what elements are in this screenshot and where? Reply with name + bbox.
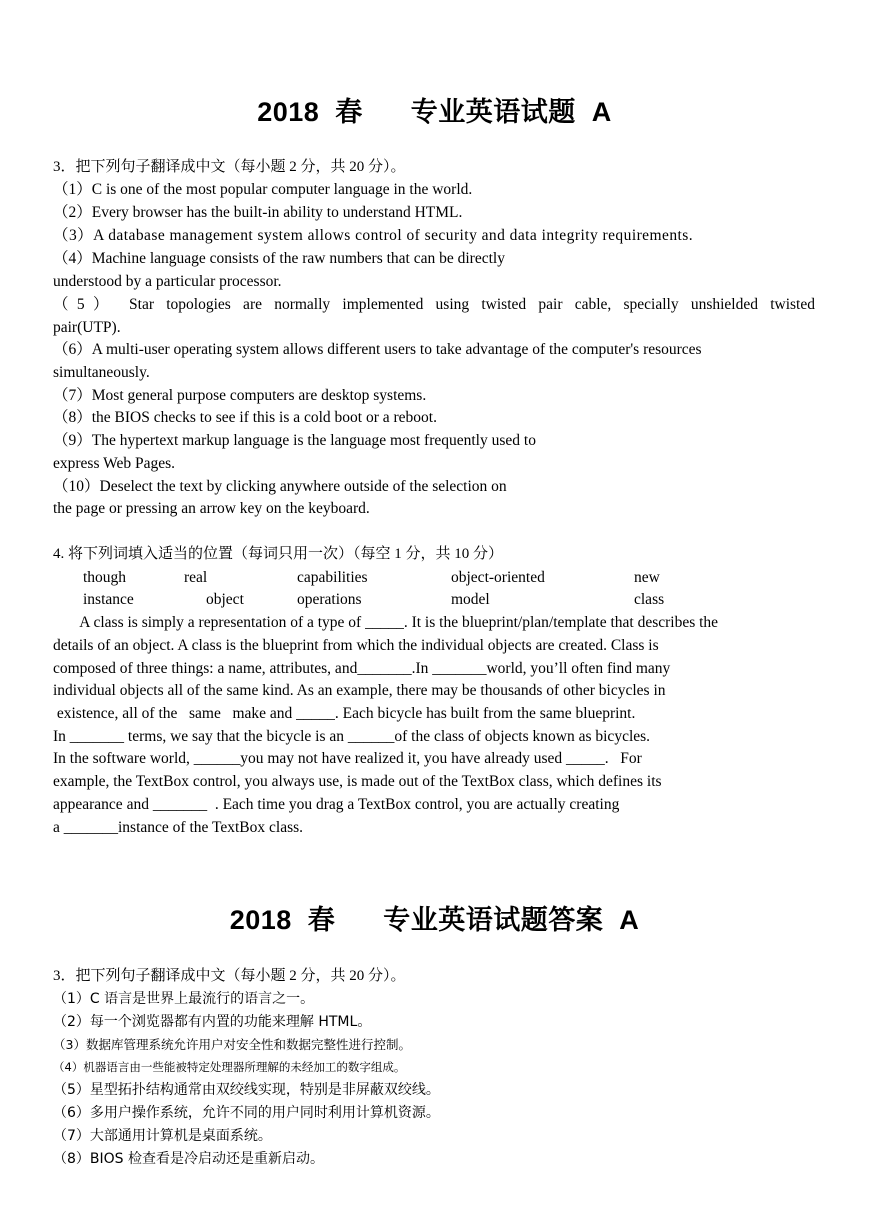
word-bank-item: though bbox=[83, 569, 127, 586]
q3-sentence-10: （10）Deselect the text by clicking anywhere outside of the selection on bbox=[53, 478, 507, 495]
q4-passage-line-5: existence, all of the same make and _____. Each bicycle has built from the same blueprint. bbox=[53, 705, 636, 722]
word-bank-item: operations bbox=[297, 591, 362, 608]
q4-passage-line-6: In _______ terms, we say that the bicycle is an ______of the class of objects known as bicycles. bbox=[53, 728, 651, 745]
word-bank-item: object-oriented bbox=[451, 569, 545, 586]
q3-sentence-6: （6）A multi-user operating system allows different users to take advantage of the computer's resources bbox=[53, 341, 702, 358]
answer-3: （3）数据库管理系统允许用户对安全性和数据完整性进行控制。 bbox=[53, 1037, 411, 1052]
q3-sentence-5: （5） Star topologies are normally implemented using twisted pair cable, specially unshielded twisted bbox=[53, 296, 815, 313]
q4-passage-line-3: composed of three things: a name, attributes, and_______.In _______world, you’ll often find many bbox=[53, 660, 671, 677]
q3-heading: 3．把下列句子翻译成中文（每小题 2 分，共 20 分）。 bbox=[53, 159, 406, 175]
word-bank-item: model bbox=[451, 591, 490, 608]
q3-sentence-1: （1）C is one of the most popular computer language in the world. bbox=[53, 181, 473, 198]
q3-sentence-3: （3）A database management system allows control of security and data integrity requirements. bbox=[53, 227, 694, 244]
word-bank-item: new bbox=[634, 569, 660, 586]
q3-sentence-9-cont: express Web Pages. bbox=[53, 455, 176, 472]
word-bank-item: real bbox=[184, 569, 208, 586]
answers-q3-heading: 3．把下列句子翻译成中文（每小题 2 分，共 20 分）。 bbox=[53, 968, 406, 984]
word-bank-item: class bbox=[634, 591, 665, 608]
word-bank-item: capabilities bbox=[297, 569, 368, 586]
q3-sentence-10-cont: the page or pressing an arrow key on the keyboard. bbox=[53, 500, 370, 517]
answer-8: （8）BIOS 检查看是冷启动还是重新启动。 bbox=[53, 1151, 324, 1167]
q3-sentence-4-cont: understood by a particular processor. bbox=[53, 273, 282, 290]
q4-heading: 4. 将下列词填入适当的位置（每词只用一次）（每空 1 分，共 10 分） bbox=[53, 546, 504, 562]
q3-sentence-9: （9）The hypertext markup language is the language most frequently used to bbox=[53, 432, 536, 449]
q3-sentence-7: （7）Most general purpose computers are desktop systems. bbox=[53, 387, 427, 404]
q4-passage-line-8: example, the TextBox control, you always use, is made out of the TextBox class, which defines its bbox=[53, 773, 662, 790]
q4-passage-line-2: details of an object. A class is the blueprint from which the individual objects are created. Class is bbox=[53, 637, 659, 654]
q4-passage-line-1: A class is simply a representation of a type of _____. It is the blueprint/plan/template that describes the bbox=[53, 614, 719, 631]
answer-5: （5）星型拓扑结构通常由双绞线实现，特别是非屏蔽双绞线。 bbox=[53, 1082, 440, 1098]
q3-sentence-8: （8）the BIOS checks to see if this is a cold boot or a reboot. bbox=[53, 409, 437, 426]
answer-6: （6）多用户操作系统，允许不同的用户同时利用计算机资源。 bbox=[53, 1105, 440, 1121]
answers-title: 2018 春 专业英语试题答案 A bbox=[229, 905, 640, 935]
q4-passage-line-7: In the software world, ______you may not have realized it, you have already used _____. For bbox=[53, 750, 642, 767]
answer-1: （1）C 语言是世界上最流行的语言之一。 bbox=[53, 991, 315, 1007]
answer-4: （4）机器语言由一些能被特定处理器所理解的未经加工的数字组成。 bbox=[53, 1060, 406, 1074]
q3-sentence-6-cont: simultaneously. bbox=[53, 364, 150, 381]
q4-passage-line-9: appearance and _______ . Each time you drag a TextBox control, you are actually creating bbox=[53, 796, 620, 813]
word-bank-item: object bbox=[206, 591, 244, 608]
q3-sentence-2: （2）Every browser has the built-in ability to understand HTML. bbox=[53, 204, 463, 221]
q3-sentence-5-cont: pair(UTP). bbox=[53, 319, 121, 336]
q4-passage-line-10: a _______instance of the TextBox class. bbox=[53, 819, 304, 836]
exam-title: 2018 春 专业英语试题 A bbox=[257, 97, 612, 127]
q4-passage-line-4: individual objects all of the same kind. As an example, there may be thousands of other bicycles in bbox=[53, 682, 666, 699]
answer-7: （7）大部通用计算机是桌面系统。 bbox=[53, 1128, 272, 1144]
q3-sentence-4: （4）Machine language consists of the raw numbers that can be directly bbox=[53, 250, 505, 267]
word-bank-item: instance bbox=[83, 591, 134, 608]
answer-2: （2）每一个浏览器都有内置的功能来理解 HTML。 bbox=[53, 1014, 372, 1030]
